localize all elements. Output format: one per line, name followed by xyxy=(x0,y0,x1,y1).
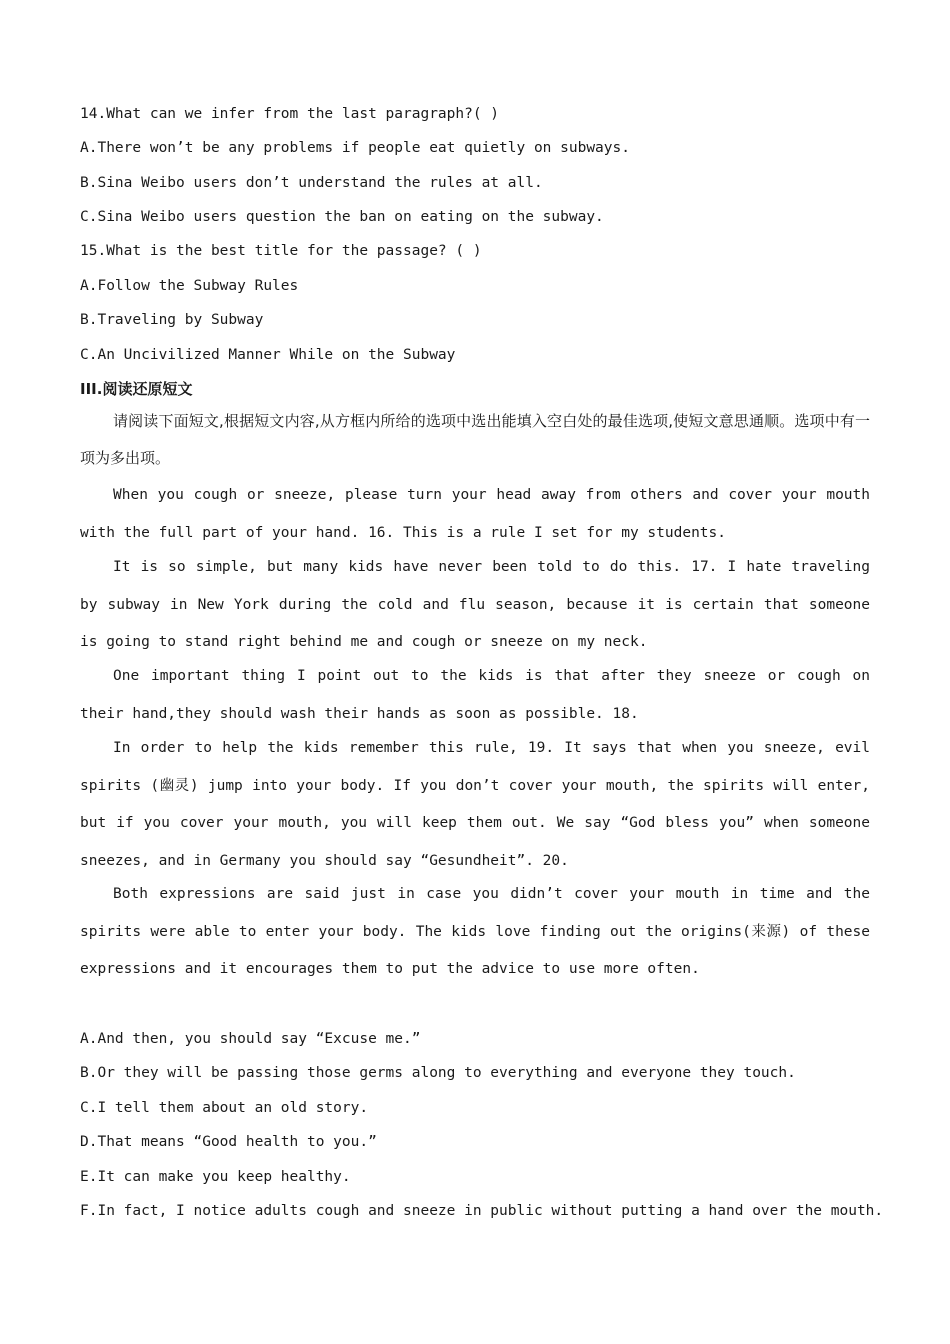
question-15-option-b: B.Traveling by Subway xyxy=(80,312,264,328)
passage-paragraph-1: When you cough or sneeze, please turn your head away from others and cover your mouth with the full part of your hand. 16. This is a rule I set for my students. xyxy=(80,487,870,541)
question-14-stem: 14.What can we infer from the last paragraph?( ) xyxy=(80,106,500,122)
answer-option-d: D.That means “Good health to you.” xyxy=(80,1134,377,1150)
question-15-stem: 15.What is the best title for the passage? ( ) xyxy=(80,243,482,259)
answer-option-b: B.Or they will be passing those germs along to everything and everyone they touch. xyxy=(80,1065,796,1081)
question-14-option-c: C.Sina Weibo users question the ban on eating on the subway. xyxy=(80,209,604,225)
passage-paragraph-2: It is so simple, but many kids have never been told to do this. 17. I hate traveling by subway in New York during the cold and flu season, because it is certain that someone is going to stand right behind me and cough or sneeze on my neck. xyxy=(80,559,870,650)
answer-option-a: A.And then, you should say “Excuse me.” xyxy=(80,1031,421,1047)
section-heading: III.阅读还原短文 xyxy=(80,380,193,398)
answer-option-c: C.I tell them about an old story. xyxy=(80,1100,369,1116)
question-15-option-a: A.Follow the Subway Rules xyxy=(80,278,299,294)
passage-paragraph-4: In order to help the kids remember this rule, 19. It says that when you sneeze, evil spirits (幽灵) jump into your body. If you don’t cover your mouth, the spirits will enter, but if you cover your mouth, you will keep them out. We say “God bless you” when someone sneezes, and in Germany you should say “Gesundheit”. 20. xyxy=(80,740,870,869)
answer-option-f: F.In fact, I notice adults cough and sneeze in public without putting a hand over the mouth. xyxy=(80,1203,884,1219)
question-14-option-a: A.There won’t be any problems if people eat quietly on subways. xyxy=(80,140,630,156)
question-15-option-c: C.An Uncivilized Manner While on the Subway xyxy=(80,347,456,363)
passage-paragraph-5: Both expressions are said just in case you didn’t cover your mouth in time and the spirits were able to enter your body. The kids love finding out the origins(来源) of these expressions and it encourages them to put the advice to use more often. xyxy=(80,886,870,977)
question-14-option-b: B.Sina Weibo users don’t understand the rules at all. xyxy=(80,175,543,191)
passage-paragraph-3: One important thing I point out to the kids is that after they sneeze or cough on their hand,they should wash their hands as soon as possible. 18. xyxy=(80,668,870,722)
section-instruction: 请阅读下面短文,根据短文内容,从方框内所给的选项中选出能填入空白处的最佳选项,使短文意思通顺。选项中有一项为多出项。 xyxy=(80,412,870,467)
answer-option-e: E.It can make you keep healthy. xyxy=(80,1169,351,1185)
